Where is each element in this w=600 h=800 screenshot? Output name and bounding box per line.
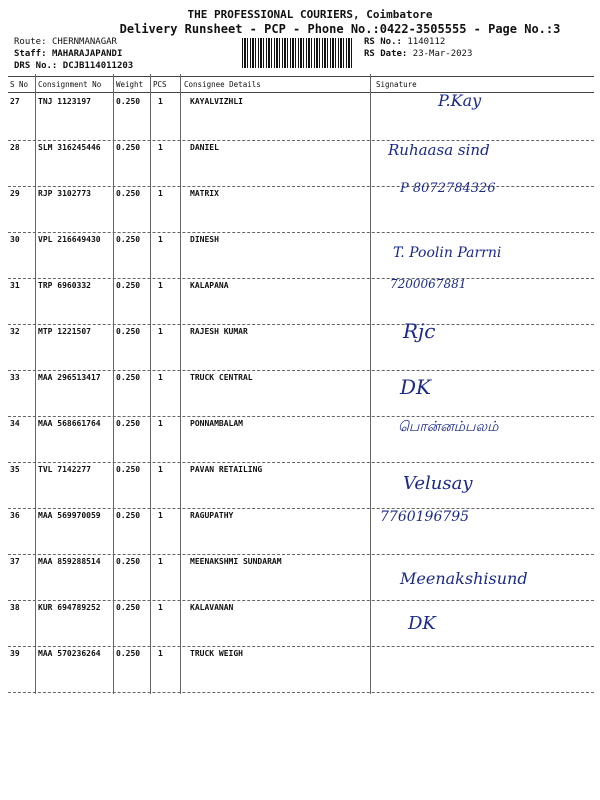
col-header-sno: S No [10,80,29,89]
weight-cell: 0.250 [116,649,141,658]
consignee-cell: TRUCK WEIGH [190,649,243,658]
pcs-cell: 1 [158,235,163,244]
consignee-cell: MEENAKSHMI SUNDARAM [190,557,282,566]
weight-cell: 0.250 [116,465,141,474]
consignee-cell: DANIEL [190,143,219,152]
drs-value: DCJB114011203 [62,61,134,71]
consignment-cell: RJP 3102773 [38,189,91,198]
consignee-cell: KALAPANA [190,281,229,290]
col-header-signature: Signature [376,80,417,89]
consignee-cell: RAJESH KUMAR [190,327,248,336]
signature-handwriting: P 8072784326 [400,181,496,196]
company-title: THE PROFESSIONAL COURIERS, Coimbatore [187,8,433,21]
pcs-cell: 1 [158,189,163,198]
rs-date-value: 23-Mar-2023 [412,49,473,59]
table-row [8,279,594,325]
rs-no-value: 1140112 [407,37,446,47]
pcs-cell: 1 [158,373,163,382]
weight-cell: 0.250 [116,603,141,612]
signature-handwriting: 7760196795 [380,509,470,525]
sno-cell: 36 [10,511,20,520]
rs-date-label: RS Date: [364,49,408,59]
header-bottom-rule [8,92,594,93]
pcs-cell: 1 [158,419,163,428]
consignment-cell: KUR 694789252 [38,603,101,612]
weight-cell: 0.250 [116,189,141,198]
consignee-cell: KAYALVIZHLI [190,97,243,106]
weight-cell: 0.250 [116,419,141,428]
consignee-cell: KALAVANAN [190,603,234,612]
route-line [14,37,117,47]
weight-cell: 0.250 [116,327,141,336]
pcs-cell: 1 [158,557,163,566]
table-row [8,601,594,647]
sno-cell: 30 [10,235,20,244]
sno-cell: 37 [10,557,20,566]
weight-cell: 0.250 [116,235,141,244]
table-row [8,555,594,601]
sno-cell: 32 [10,327,20,336]
signature-handwriting: Meenakshisund [400,569,528,588]
consignment-cell: MTP 1221507 [38,327,91,336]
signature-handwriting: பொன்னம்பலம் [398,419,499,435]
route-label: Route: [14,37,47,47]
rs-no-line [364,37,445,47]
consignment-cell: SLM 316245446 [38,143,101,152]
table-row [8,463,594,509]
pcs-cell: 1 [158,143,163,152]
sno-cell: 39 [10,649,20,658]
col-header-weight: Weight [116,80,144,89]
col-header-consignment: Consignment No [38,80,102,89]
table-row [8,181,594,233]
staff-label: Staff: [14,49,47,59]
signature-handwriting: Ruhaasa sind [388,141,490,159]
pcs-cell: 1 [158,511,163,520]
table-row [8,141,594,187]
consignment-cell: VPL 216649430 [38,235,101,244]
pcs-cell: 1 [158,465,163,474]
col-header-pcs: PCS [153,80,167,89]
sno-cell: 34 [10,419,20,428]
header-top-rule [8,76,594,77]
consignment-cell: MAA 570236264 [38,649,101,658]
weight-cell: 0.250 [116,557,141,566]
drs-line [14,61,133,71]
table-row [8,233,594,279]
weight-cell: 0.250 [116,511,141,520]
route-value: CHERNMANAGAR [51,37,117,47]
consignee-cell: MATRIX [190,189,219,198]
staff-line [14,49,122,59]
sno-cell: 33 [10,373,20,382]
consignee-cell: DINESH [190,235,219,244]
consignment-cell: TVL 7142277 [38,465,91,474]
signature-handwriting: 7200067881 [390,277,467,291]
table-row [8,509,594,555]
sno-cell: 28 [10,143,20,152]
weight-cell: 0.250 [116,373,141,382]
sno-cell: 31 [10,281,20,290]
sno-cell: 38 [10,603,20,612]
consignment-cell: TNJ 1123197 [38,97,91,106]
pcs-cell: 1 [158,97,163,106]
sno-cell: 35 [10,465,20,474]
signature-handwriting: DK [408,613,436,634]
rs-no-label: RS No.: [364,37,402,47]
pcs-cell: 1 [158,281,163,290]
signature-handwriting: P.Kay [438,91,482,110]
col-header-consignee: Consignee Details [184,80,261,89]
weight-cell: 0.250 [116,143,141,152]
consignment-cell: MAA 568661764 [38,419,101,428]
rs-date-line [364,49,472,59]
consignment-cell: MAA 296513417 [38,373,101,382]
weight-cell: 0.250 [116,97,141,106]
sno-cell: 27 [10,97,20,106]
weight-cell: 0.250 [116,281,141,290]
signature-handwriting: Rjc [403,319,436,343]
signature-handwriting: Velusay [403,473,473,494]
table-row [8,371,594,417]
table-row [8,91,594,141]
barcode [242,38,352,68]
consignment-cell: TRP 6960332 [38,281,91,290]
consignee-cell: PONNAMBALAM [190,419,243,428]
table-row [8,417,594,463]
pcs-cell: 1 [158,327,163,336]
drs-label: DRS No.: [14,61,58,71]
staff-value: MAHARAJAPANDI [51,49,123,59]
consignee-cell: PAVAN RETAILING [190,465,263,474]
signature-handwriting: T. Poolin Parrni [393,245,502,261]
runsheet-subtitle: Delivery Runsheet - PCP - Phone No.:0422-3505555 - Page No.:3 [119,22,561,36]
table-row [8,319,594,371]
pcs-cell: 1 [158,649,163,658]
consignee-cell: TRUCK CENTRAL [190,373,253,382]
consignment-cell: MAA 859288514 [38,557,101,566]
consignment-cell: MAA 569970059 [38,511,101,520]
table-row [8,647,594,693]
row-separator [8,692,594,693]
pcs-cell: 1 [158,603,163,612]
sno-cell: 29 [10,189,20,198]
consignee-cell: RAGUPATHY [190,511,234,520]
signature-handwriting: DK [400,375,431,399]
